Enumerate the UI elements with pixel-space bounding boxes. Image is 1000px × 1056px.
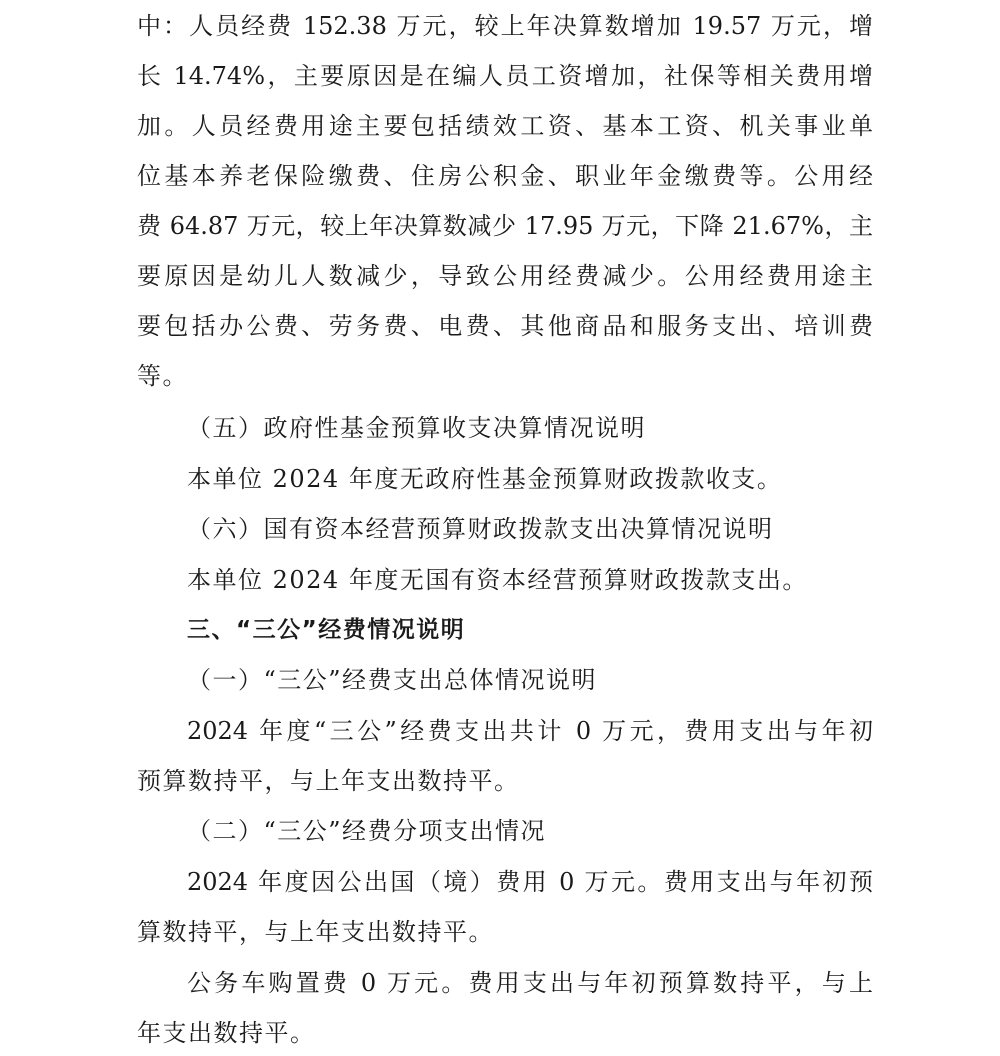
section-heading: （六）国有资本经营预算财政拨款支出决算情况说明: [187, 515, 774, 543]
paragraph-line: 加。人员经费用途主要包括绩效工资、基本工资、机关事业单: [137, 112, 873, 140]
paragraph-line: 要包括办公费、劳务费、电费、其他商品和服务支出、培训费: [137, 312, 873, 340]
paragraph-line: 算数持平，与上年支出数持平。: [137, 918, 494, 946]
paragraph-line: 2024 年度因公出国（境）费用 0 万元。费用支出与年初预: [187, 868, 873, 896]
paragraph-line: 长 14.74%，主要原因是在编人员工资增加，社保等相关费用增: [137, 62, 873, 90]
paragraph-line: 本单位 2024 年度无国有资本经营预算财政拨款支出。: [187, 566, 808, 594]
section-heading: （一）“三公”经费支出总体情况说明: [187, 666, 598, 694]
section-heading: （二）“三公”经费分项支出情况: [187, 817, 547, 845]
paragraph-line: 年支出数持平。: [137, 1019, 316, 1047]
paragraph-line: 预算数持平，与上年支出数持平。: [137, 767, 520, 795]
chapter-heading: 三、“三公”经费情况说明: [187, 617, 466, 643]
paragraph-line: 费 64.87 万元，较上年决算数减少 17.95 万元，下降 21.67%，主: [137, 212, 873, 240]
paragraph-line: 等。: [137, 362, 188, 390]
section-heading: （五）政府性基金预算收支决算情况说明: [187, 414, 646, 442]
paragraph-line: 要原因是幼儿人数减少，导致公用经费减少。公用经费用途主: [137, 262, 873, 290]
paragraph-line: 中：人员经费 152.38 万元，较上年决算数增加 19.57 万元，增: [137, 12, 873, 40]
paragraph-line: 公务车购置费 0 万元。费用支出与年初预算数持平，与上: [187, 969, 873, 997]
paragraph-line: 2024 年度“三公”经费支出共计 0 万元，费用支出与年初: [187, 717, 873, 745]
paragraph-line: 本单位 2024 年度无政府性基金预算财政拨款收支。: [187, 465, 783, 493]
paragraph-line: 位基本养老保险缴费、住房公积金、职业年金缴费等。公用经: [137, 162, 873, 190]
